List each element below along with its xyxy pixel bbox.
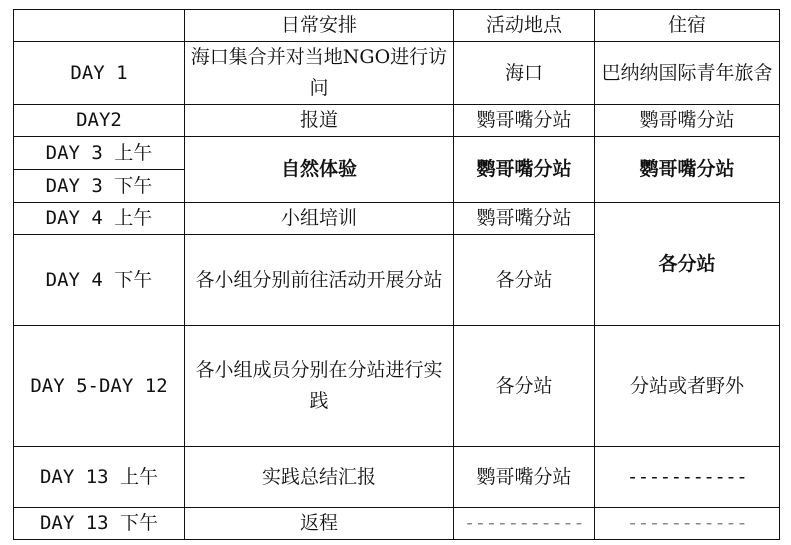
header-location: 活动地点	[454, 10, 595, 42]
location-cell: 鹦哥嘴分站	[454, 447, 595, 508]
header-lodging: 住宿	[595, 10, 780, 42]
activity-cell: 各小组分别前往活动开展分站	[185, 235, 454, 326]
lodging-cell: 分站或者野外	[595, 326, 780, 447]
activity-cell: 报道	[185, 105, 454, 137]
day-cell: DAY2	[14, 105, 185, 137]
header-row	[14, 10, 780, 42]
lodging-cell: 巴纳纳国际青年旅舍	[595, 42, 780, 105]
table-row	[14, 137, 780, 170]
activity-cell: 自然体验	[185, 137, 454, 203]
lodging-cell: 各分站	[595, 203, 780, 326]
header-activity: 日常安排	[185, 10, 454, 42]
table-row	[14, 508, 780, 540]
activity-cell: 各小组成员分别在分站进行实践	[185, 326, 454, 447]
table-row	[14, 203, 780, 235]
day-cell: DAY 1	[14, 42, 185, 105]
table-row	[14, 42, 780, 105]
header-empty-cell	[14, 10, 185, 42]
table-row	[14, 326, 780, 447]
lodging-cell: 鹦哥嘴分站	[595, 137, 780, 203]
location-cell: 鹦哥嘴分站	[454, 137, 595, 203]
day-cell: DAY 5-DAY 12	[14, 326, 185, 447]
table-row	[14, 105, 780, 137]
day-cell: DAY 13 下午	[14, 508, 185, 540]
day-cell: DAY 4 上午	[14, 203, 185, 235]
location-cell: 各分站	[454, 235, 595, 326]
location-cell: 鹦哥嘴分站	[454, 105, 595, 137]
day-cell: DAY 3 上午	[14, 137, 185, 170]
table-row	[14, 447, 780, 508]
lodging-cell: 鹦哥嘴分站	[595, 105, 780, 137]
location-cell: 各分站	[454, 326, 595, 447]
location-cell: 鹦哥嘴分站	[454, 203, 595, 235]
day-cell: DAY 13 上午	[14, 447, 185, 508]
activity-cell: 返程	[185, 508, 454, 540]
location-cell: 海口	[454, 42, 595, 105]
day-cell: DAY 3 下午	[14, 170, 185, 203]
schedule-table	[13, 9, 780, 540]
activity-cell: 实践总结汇报	[185, 447, 454, 508]
activity-cell: 小组培训	[185, 203, 454, 235]
location-cell: -----------	[454, 508, 595, 540]
lodging-cell: -----------	[595, 447, 780, 508]
day-cell: DAY 4 下午	[14, 235, 185, 326]
activity-cell: 海口集合并对当地NGO进行访问	[185, 42, 454, 105]
lodging-cell: -----------	[595, 508, 780, 540]
